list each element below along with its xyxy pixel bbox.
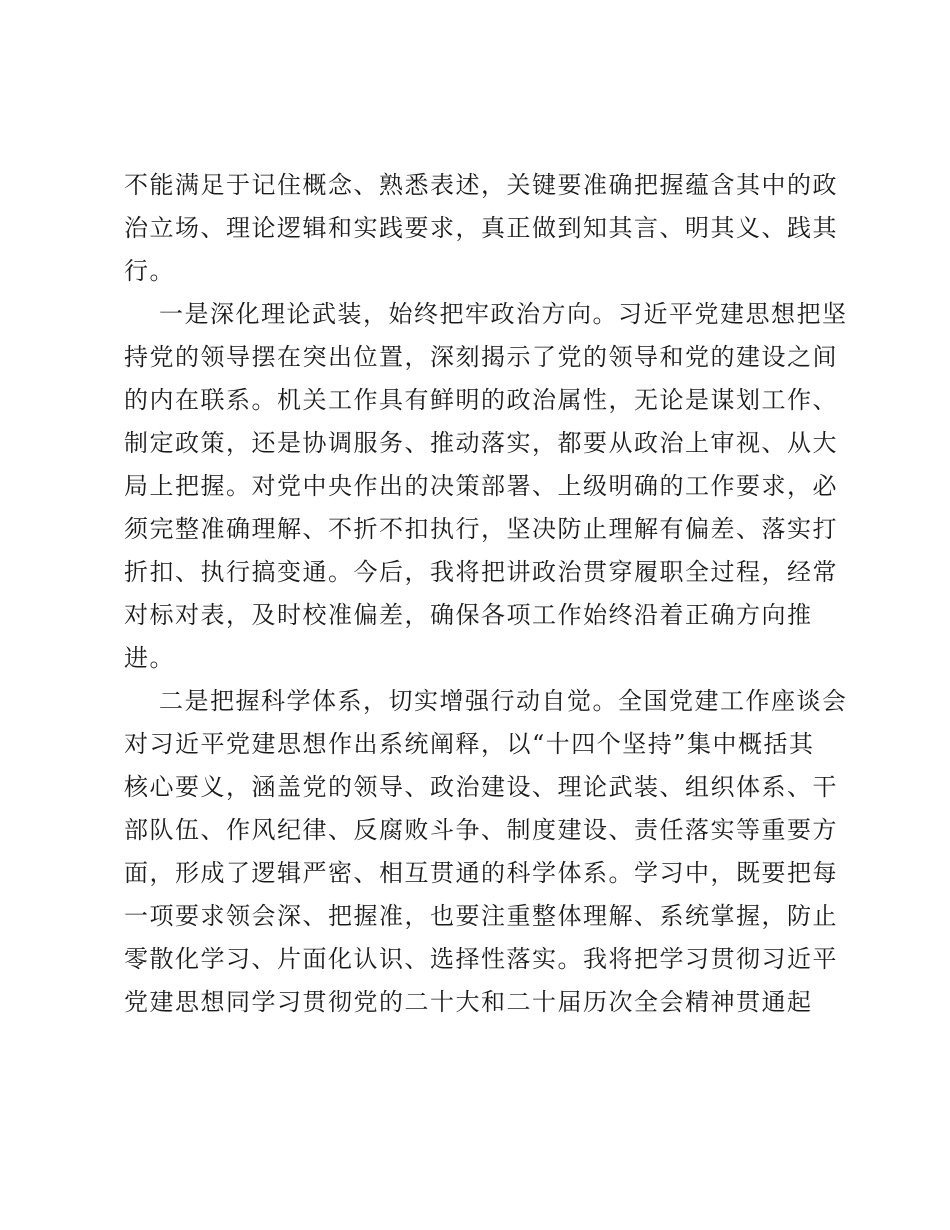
text-line: 局上把握。对党中央作出的决策部署、上级明确的工作要求，必 — [124, 472, 838, 500]
text-line: 核心要义，涵盖党的领导、政治建设、理论武装、组织体系、干 — [124, 773, 838, 801]
text-line: 部队伍、作风纪律、反腐败斗争、制度建设、责任落实等重要方 — [124, 816, 838, 844]
text-line: 的内在联系。机关工作具有鲜明的政治属性，无论是谋划工作、 — [124, 386, 838, 414]
paragraph-first-line: 二是把握科学体系，切实增强行动自觉。全国党建工作座谈会 — [159, 687, 848, 715]
text-line: 持党的领导摆在突出位置，深刻揭示了党的领导和党的建设之间 — [124, 343, 838, 371]
text-line: 制定政策，还是协调服务、推动落实，都要从政治上审视、从大 — [124, 429, 838, 457]
text-line: 对标对表，及时校准偏差，确保各项工作始终沿着正确方向推 — [124, 601, 813, 629]
text-line: 须完整准确理解、不折不扣执行，坚决防止理解有偏差、落实打 — [124, 515, 838, 543]
document-body — [124, 164, 848, 1024]
text-line: 治立场、理论逻辑和实践要求，真正做到知其言、明其义、践其 — [124, 214, 838, 242]
text-line: 对习近平党建思想作出系统阐释，以“十四个坚持”集中概括其 — [124, 730, 815, 758]
text-line: 面，形成了逻辑严密、相互贯通的科学体系。学习中，既要把每 — [124, 859, 838, 887]
text-line: 零散化学习、片面化认识、选择性落实。我将把学习贯彻习近平 — [124, 945, 838, 973]
text-line: 不能满足于记住概念、熟悉表述，关键要准确把握蕴含其中的政 — [124, 171, 838, 199]
text-line: 折扣、执行搞变通。今后，我将把讲政治贯穿履职全过程，经常 — [124, 558, 838, 586]
text-line: 行。 — [124, 257, 175, 285]
text-line: 进。 — [124, 644, 175, 672]
paragraph-first-line: 一是深化理论武装，始终把牢政治方向。习近平党建思想把坚 — [159, 300, 848, 328]
text-line: 一项要求领会深、把握准，也要注重整体理解、系统掌握，防止 — [124, 902, 838, 930]
text-line: 党建思想同学习贯彻党的二十大和二十届历次全会精神贯通起 — [124, 988, 813, 1016]
